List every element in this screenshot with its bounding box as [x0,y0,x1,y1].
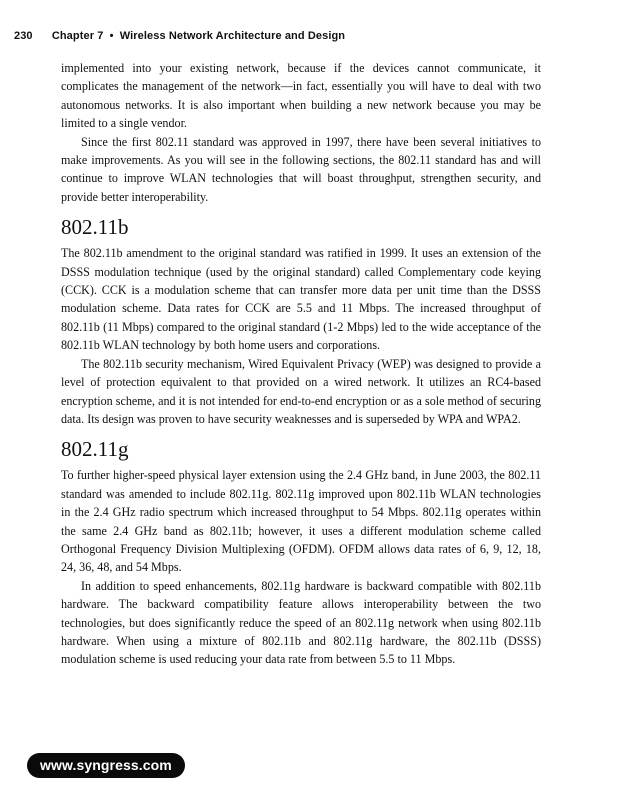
section-heading-80211b: 802.11b [61,215,129,240]
intro-paragraph-1: implemented into your existing network, because if the devices cannot communicate, it complicates the management of the network—in fact, essentially you will have to deal with two autonomous networks. It is also important when building a new network because you may be limited to a single vendor. [61,61,541,131]
chapter-title: Wireless Network Architecture and Design [119,30,346,42]
80211g-paragraph-2: In addition to speed enhancements, 802.11g hardware is backward compatible with 802.11b hardware. The backward compatibility feature allows interoperability between the two technologies, but does significantly reduce the speed of an 802.11g network when using 802.11b hardware. When using a mixture of 802.11b and 802.11g hardware, the 802.11b (DSSS) modulation scheme is used reducing your data rate from between 5.5 to 11 Mbps. [61,578,541,667]
header-separator: • [109,30,114,42]
publisher-url-badge: www.syngress.com [27,753,185,778]
chapter-label: Chapter 7 [51,30,104,42]
80211b-paragraph-1: The 802.11b amendment to the original standard was ratified in 1999. It uses an extension of the DSSS modulation technique (used by the original standard) called Complementary code keying (CCK). CCK is a modulation scheme that can transfer more data per unit time than the DSSS modulation scheme. Data rates for CCK are 5.5 and 11 Mbps. The increased throughput of 802.11b (11 Mbps) compared to the original standard (1-2 Mbps) led to the wide acceptance of the 802.11b WLAN technology by both home users and corporations. [61,246,541,353]
80211b-paragraph-2: The 802.11b security mechanism, Wired Equivalent Privacy (WEP) was designed to provide a level of protection equivalent to that provided on a wired network. It utilizes an RC4-based encryption scheme, and it is not intended for end-to-end encryption or as a sole method of securing data. Its design was proven to have security weaknesses and is superseded by WPA and WPA2. [61,356,541,426]
section-heading-80211g: 802.11g [61,437,129,462]
intro-paragraph-2: Since the first 802.11 standard was approved in 1997, there have been several initiatives to make improvements. As you will see in the following sections, the 802.11 standard has and will continue to improve WLAN technologies that will boast throughput, strengthen security, and provide better interoperability. [61,134,541,204]
page-body [61,59,541,669]
running-header [14,30,574,42]
page-number: 230 [14,30,33,42]
80211g-paragraph-1: To further higher-speed physical layer extension using the 2.4 GHz band, in June 2003, the 802.11 standard was amended to include 802.11g. 802.11g improved upon 802.11b WLAN technologies in the 2.4 GHz radio spectrum which increased throughput to 54 Mbps. 802.11g operates within the same 2.4 GHz band as 802.11b; however, it uses a different modulation scheme called Orthogonal Frequency Division Multiplexing (OFDM). OFDM allows data rates of 6, 9, 12, 18, 24, 36, 48, and 54 Mbps. [61,468,541,575]
